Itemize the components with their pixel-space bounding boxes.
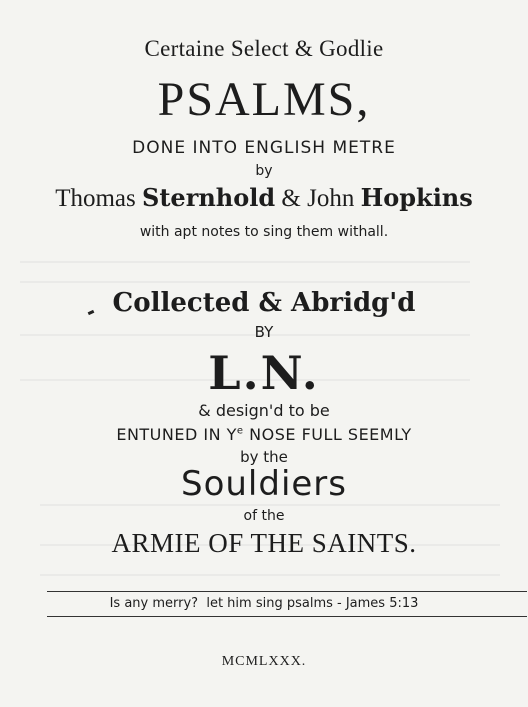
main-title: PSALMS,: [157, 73, 371, 126]
rule-bottom: [47, 616, 527, 617]
armie-line: ARMIE OF THE SAINTS.: [111, 528, 417, 558]
collected-line: Collected & Abridg'd: [112, 288, 416, 318]
initials: L.N.: [208, 346, 320, 400]
author-b-last: Hopkins: [360, 183, 473, 212]
entuned-line: [0, 425, 528, 444]
by-label: by: [255, 163, 273, 179]
subtitle-done: DONE INTO ENGLISH METRE: [132, 138, 396, 158]
author-a-last: Sternhold: [142, 183, 276, 212]
notes-line: with apt notes to sing them withall.: [139, 224, 389, 240]
subtitle-intro: Certaine Select & Godlie: [144, 36, 384, 61]
author-b-first: John: [307, 185, 355, 212]
author-a-first: Thomas: [55, 185, 136, 212]
design-line: & design'd to be: [198, 401, 330, 420]
by-the-line: by the: [240, 448, 288, 466]
entuned-sup: e: [236, 425, 244, 437]
by-label-2: BY: [254, 323, 274, 341]
author-join: &: [281, 185, 301, 212]
quote-line: Is any merry? let him sing psalms - James 5:13: [109, 596, 419, 611]
entuned-rest: NOSE FULL SEEMLY: [243, 425, 412, 444]
entuned-text: ENTUNED IN Y: [116, 425, 237, 444]
of-the-line: of the: [243, 508, 285, 524]
souldiers-line: Souldiers: [180, 464, 348, 504]
authors-line: [0, 183, 528, 213]
year-line: MCMLXXX.: [221, 654, 307, 669]
rule-top: [47, 591, 527, 592]
